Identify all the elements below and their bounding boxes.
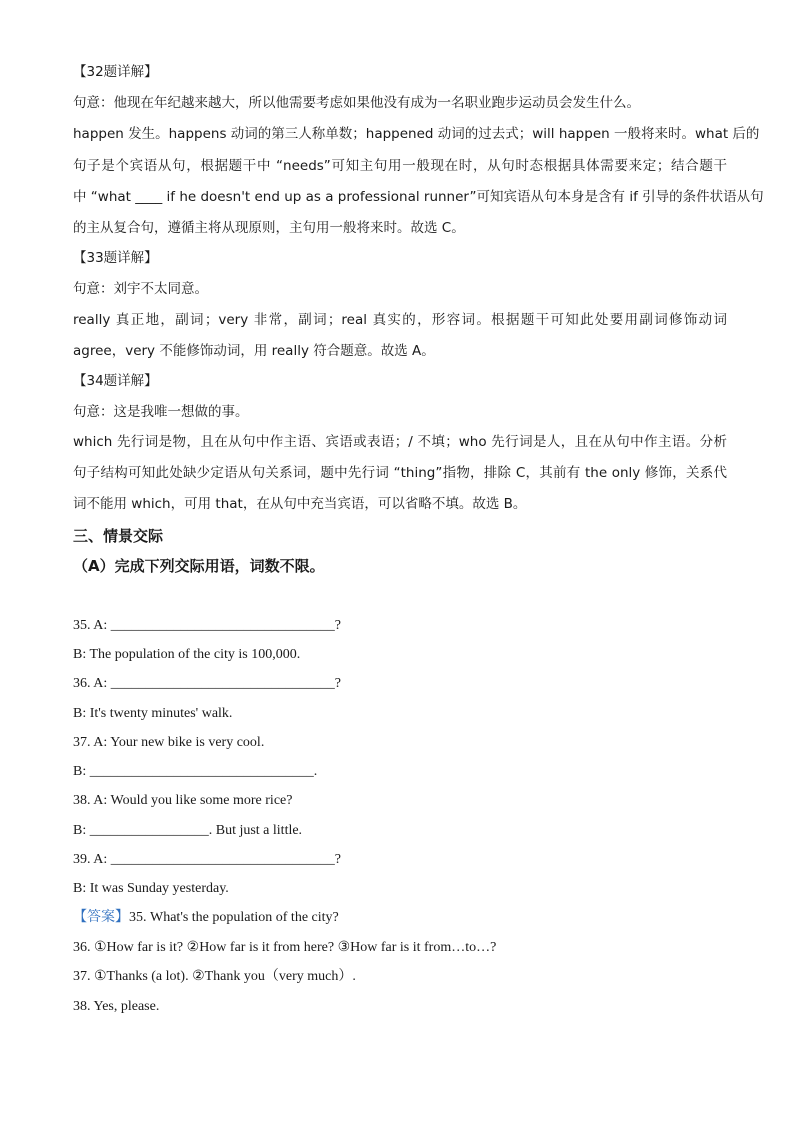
dialog-38-a: 38. A: Would you like some more rice? bbox=[73, 793, 293, 808]
dialog-39-b: B: It was Sunday yesterday. bbox=[73, 881, 229, 896]
q32-header: 【32题详解】 bbox=[73, 64, 158, 80]
q34-header: 【34题详解】 bbox=[73, 373, 158, 389]
answer-36: 36. ①How far is it? ②How far is it from here? ③How far is it from…to…? bbox=[73, 940, 497, 955]
answer-35 bbox=[73, 908, 339, 928]
dialog-35-a: 35. A: ________________________________? bbox=[73, 618, 341, 633]
answer-37: 37. ①Thanks (a lot). ②Thank you（very much）. bbox=[73, 969, 356, 984]
q32-line-1: 句意：他现在年纪越来越大，所以他需要考虑如果他没有成为一名职业跑步运动员会发生什么。 bbox=[73, 95, 640, 111]
answer-38: 38. Yes, please. bbox=[73, 999, 160, 1014]
dialog-37-a: 37. A: Your new bike is very cool. bbox=[73, 735, 265, 750]
q34-line-4: 词不能用 which，可用 that，在从句中充当宾语，可以省略不填。故选 B。 bbox=[73, 496, 527, 512]
q34-line-1: 句意：这是我唯一想做的事。 bbox=[73, 404, 249, 420]
q33-line-2: really 真正地，副词；very 非常，副词；real 真实的，形容词。根据题干可知此处要用副词修饰动词 bbox=[73, 312, 727, 328]
q32-line-3: 句子是个宾语从句，根据题干中 “needs”可知主句用一般现在时，从句时态根据具体需要来定；结合题干 bbox=[73, 158, 727, 174]
dialog-37-b: B: ________________________________. bbox=[73, 764, 318, 779]
section-title: 三、情景交际 bbox=[73, 527, 164, 545]
q33-header: 【33题详解】 bbox=[73, 250, 158, 266]
dialog-36-b: B: It's twenty minutes' walk. bbox=[73, 706, 233, 721]
answer-tag: 【答案】 bbox=[73, 910, 129, 925]
q32-line-2: happen 发生。happens 动词的第三人称单数；happened 动词的过去式；will happen 一般将来时。what 后的 bbox=[73, 126, 760, 142]
q34-line-2: which 先行词是物，且在从句中作主语、宾语或表语；/ 不填；who 先行词是人，且在从句中作主语。分析 bbox=[73, 434, 727, 450]
q33-line-1: 句意：刘宇不太同意。 bbox=[73, 281, 208, 297]
q32-line-5: 的主从复合句，遵循主将从现原则，主句用一般将来时。故选 C。 bbox=[73, 220, 465, 236]
q32-line-4: 中 “what ____ if he doesn't end up as a professional runner”可知宾语从句本身是含有 if 引导的条件状语从句 bbox=[73, 189, 764, 205]
q34-line-3: 句子结构可知此处缺少定语从句关系词，题中先行词 “thing”指物，排除 C，其前有 the only 修饰，关系代 bbox=[73, 465, 727, 481]
dialog-39-a: 39. A: ________________________________? bbox=[73, 852, 341, 867]
dialog-36-a: 36. A: ________________________________? bbox=[73, 676, 341, 691]
dialog-38-b: B: _________________. But just a little. bbox=[73, 823, 303, 838]
answer-35-text: 35. What's the population of the city? bbox=[129, 910, 339, 925]
dialog-35-b: B: The population of the city is 100,000. bbox=[73, 647, 301, 662]
section-subtitle: （A）完成下列交际用语，词数不限。 bbox=[73, 557, 325, 575]
q33-line-3: agree，very 不能修饰动词，用 really 符合题意。故选 A。 bbox=[73, 343, 435, 359]
